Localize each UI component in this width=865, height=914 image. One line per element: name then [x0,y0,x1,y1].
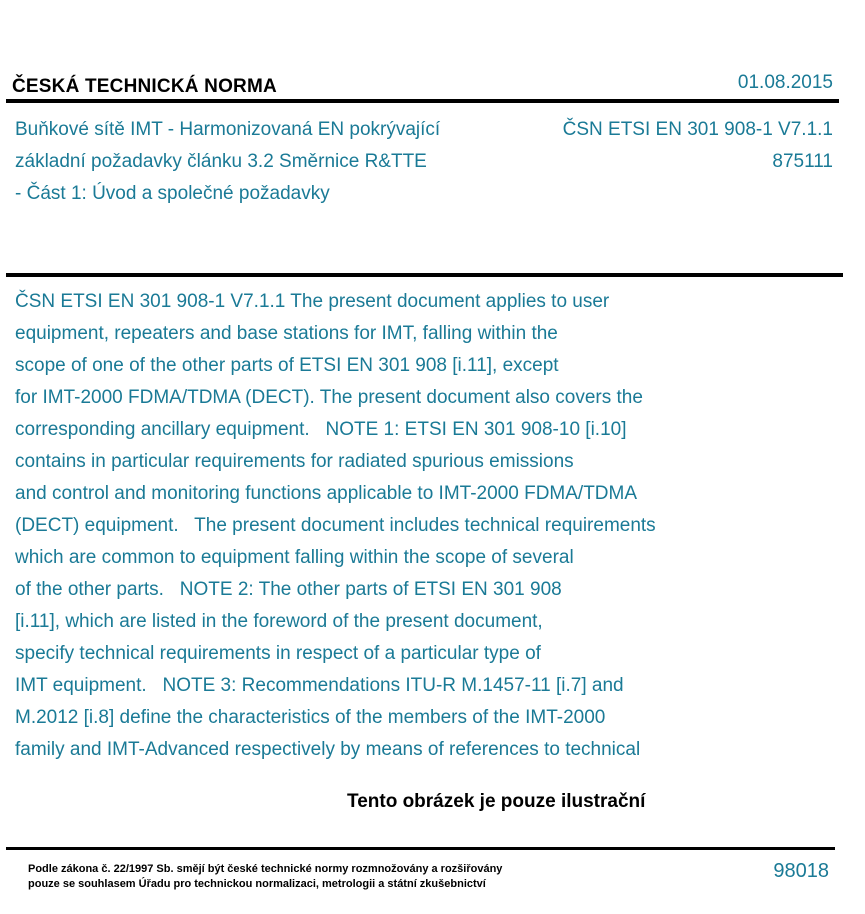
title-line: základní požadavky článku 3.2 Směrnice R&TTE [15,151,427,172]
abstract-line: M.2012 [i.8] define the characteristics of the members of the IMT-2000 [15,707,606,728]
abstract-line: contains in particular requirements for radiated spurious emissions [15,451,574,472]
legal-notice [28,862,502,892]
abstract-line: for IMT-2000 FDMA/TDMA (DECT). The present document also covers the [15,387,643,408]
document-id: 98018 [773,860,829,882]
title-divider [6,273,843,277]
abstract-line: which are common to equipment falling within the scope of several [15,547,574,568]
abstract-line: corresponding ancillary equipment. NOTE 1: ETSI EN 301 908-10 [i.10] [15,419,627,440]
header-divider [6,99,839,103]
standard-code: ČSN ETSI EN 301 908-1 V7.1.1 [562,119,833,140]
document-designation [513,114,833,178]
abstract-line: of the other parts. NOTE 2: The other parts of ETSI EN 301 908 [15,579,562,600]
abstract-line: specify technical requirements in respect of a particular type of [15,643,541,664]
abstract-line: scope of one of the other parts of ETSI EN 301 908 [i.11], except [15,355,559,376]
abstract-line: equipment, repeaters and base stations for IMT, falling within the [15,323,558,344]
abstract-text [15,286,775,766]
title-line: - Část 1: Úvod a společné požadavky [15,183,330,204]
footer-divider [6,847,835,850]
class-number: 875111 [772,151,833,172]
title-line: Buňkové sítě IMT - Harmonizovaná EN pokrývající [15,119,441,140]
illustration-note: Tento obrázek je pouze ilustrační [347,791,646,812]
abstract-line: and control and monitoring functions applicable to IMT-2000 FDMA/TDMA [15,483,638,504]
publication-date: 01.08.2015 [737,72,833,93]
abstract-line: (DECT) equipment. The present document includes technical requirements [15,515,656,536]
abstract-line: ČSN ETSI EN 301 908-1 V7.1.1 The present document applies to user [15,291,610,312]
abstract-line: [i.11], which are listed in the foreword of the present document, [15,611,543,632]
document-title [15,114,515,210]
legal-line: Podle zákona č. 22/1997 Sb. smějí být české technické normy rozmnožovány a rozšiřovány [28,863,503,875]
norm-label: ČESKÁ TECHNICKÁ NORMA [12,76,277,97]
abstract-line: family and IMT-Advanced respectively by means of references to technical [15,739,641,760]
legal-line: pouze se souhlasem Úřadu pro technickou normalizaci, metrologii a státní zkušebnictví [28,878,486,890]
abstract-line: IMT equipment. NOTE 3: Recommendations ITU-R M.1457-11 [i.7] and [15,675,624,696]
